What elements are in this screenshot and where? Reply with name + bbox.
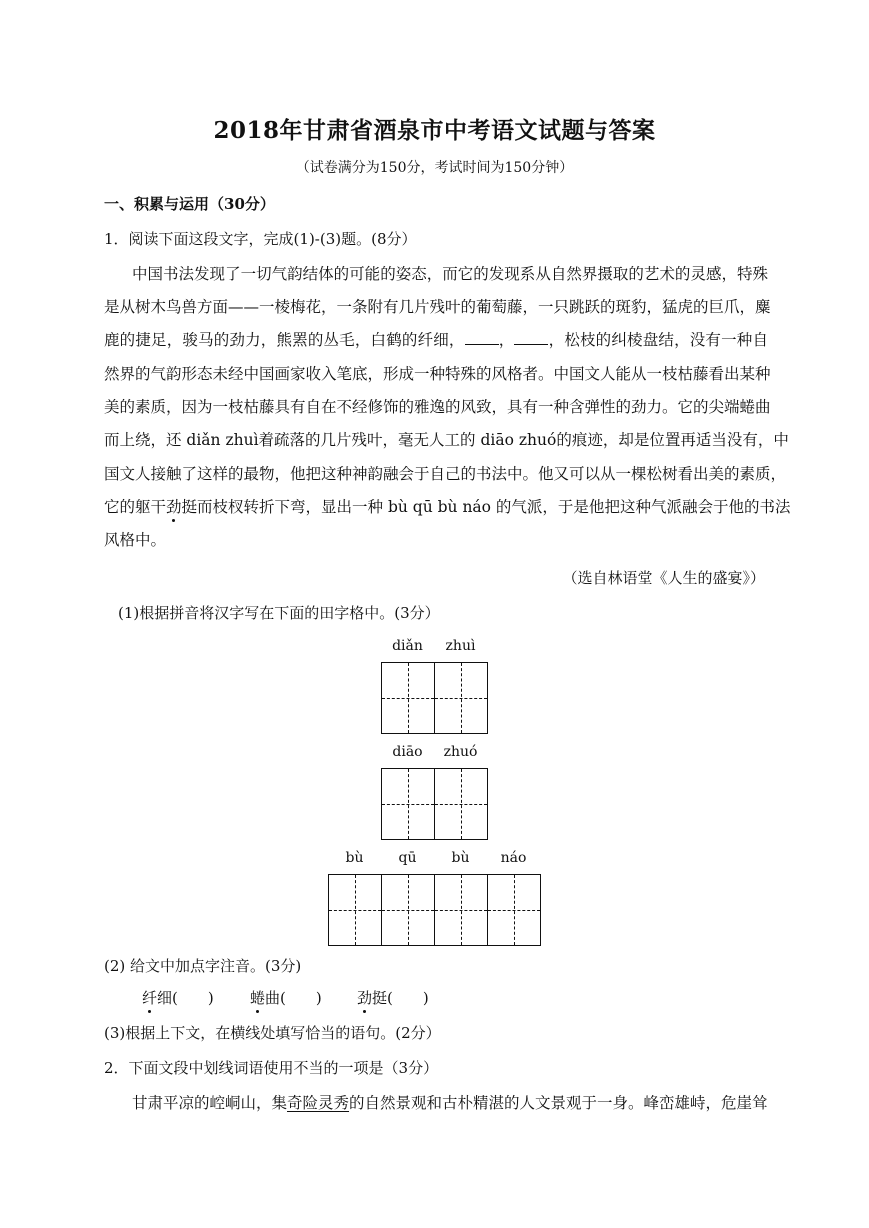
source-citation: （选自林语堂《人生的盛宴》）: [562, 569, 765, 587]
grid-cell[interactable]: [435, 663, 487, 733]
writing-grid[interactable]: [381, 768, 488, 840]
passage-line: [104, 328, 768, 350]
dotted-char: 劲: [166, 498, 182, 516]
pinyin-label: náo: [500, 850, 527, 866]
grid-cell[interactable]: [329, 875, 382, 945]
passage-text: 挺而枝杈转折下弯，显出一种 bù qū bù náo 的气派，于是他把这种气派融会于他的书法: [181, 498, 791, 516]
passage-line: [104, 495, 791, 517]
question-1: 1．阅读下面这段文字，完成(1)-(3)题。(8分）: [104, 230, 417, 248]
annotation-text: 细( ): [157, 989, 214, 1007]
annotation-text: 挺( ): [372, 989, 429, 1007]
fill-blank[interactable]: [465, 330, 499, 345]
passage-line: 然界的气韵形态未经中国画家收入笔底，形成一种特殊的风格者。中国文人能从一枝枯藤看出某种: [104, 365, 771, 383]
sub-question-3: (3)根据上下文，在横线处填写恰当的语句。(2分）: [104, 1024, 441, 1042]
pinyin-label: zhuó: [443, 744, 478, 760]
passage-text: 鹿的捷足，骏马的劲力，熊罴的丛毛，白鹤的纤细，: [104, 331, 465, 349]
exam-info: （试卷满分为150分，考试时间为150分钟）: [295, 160, 574, 176]
underlined-phrase: 奇险灵秀: [287, 1094, 350, 1112]
pinyin-label: bù: [451, 850, 470, 866]
writing-grid[interactable]: [328, 874, 541, 946]
dotted-char: 劲: [357, 989, 373, 1007]
passage-text: 甘肃平凉的崆峒山，集: [132, 1094, 288, 1112]
passage-line: 中国书法发现了一切气韵结体的可能的姿态，而它的发现系从自然界摄取的艺术的灵感，特殊: [132, 265, 768, 283]
passage-line: 是从树木鸟兽方面——一棱梅花，一条附有几片残叶的葡萄藤，一只跳跃的斑豹，猛虎的巨爪，麋: [104, 298, 771, 316]
annotation-item: [142, 987, 214, 1008]
grid-cell[interactable]: [435, 769, 487, 839]
section-heading: 一、积累与运用（30分）: [104, 195, 275, 213]
passage-line: 美的素质，因为一枝枯藤具有自在不经修饰的雅逸的风致，具有一种含弹性的劲力。它的尖端蜷曲: [104, 398, 771, 416]
dotted-char: 蜷: [250, 989, 266, 1007]
grid-cell[interactable]: [488, 875, 540, 945]
page-title: 2018年甘肃省酒泉市中考语文试题与答案: [213, 117, 656, 144]
pinyin-label: qū: [398, 850, 417, 866]
pinyin-label: diāo: [392, 744, 423, 760]
passage-text: ，松枝的纠棱盘结，没有一种自: [548, 331, 768, 349]
passage-line: 而上绕，还 diǎn zhuì着疏落的几片残叶，毫无人工的 diāo zhuó的痕迹，却是位置再适当没有，中: [104, 431, 789, 449]
grid-cell[interactable]: [382, 875, 435, 945]
passage-line: [132, 1091, 768, 1113]
dotted-char: 纤: [142, 989, 158, 1007]
annotation-item: [357, 987, 429, 1008]
pinyin-label: bù: [345, 850, 364, 866]
pinyin-label: zhuì: [445, 638, 476, 654]
passage-line: 风格中。: [104, 531, 167, 549]
sub-question-2: (2) 给文中加点字注音。(3分): [104, 957, 302, 975]
passage-text: ，: [498, 331, 515, 349]
sub-question-1: (1)根据拼音将汉字写在下面的田字格中。(3分）: [118, 604, 440, 622]
passage-text: 它的躯干: [104, 498, 167, 516]
annotation-text: 曲( ): [265, 989, 322, 1007]
question-2: 2．下面文段中划线词语使用不当的一项是（3分）: [104, 1059, 439, 1077]
fill-blank[interactable]: [514, 330, 548, 345]
writing-grid[interactable]: [381, 662, 488, 734]
grid-cell[interactable]: [382, 769, 435, 839]
grid-cell[interactable]: [435, 875, 488, 945]
passage-text: 的自然景观和古朴精湛的人文景观于一身。峰峦雄峙，危崖耸: [349, 1094, 768, 1112]
grid-cell[interactable]: [382, 663, 435, 733]
annotation-item: [250, 987, 322, 1008]
pinyin-label: diǎn: [392, 638, 423, 654]
passage-line: 国文人接触了这样的最物，他把这种神韵融会于自己的书法中。他又可以从一棵松树看出美的素质，: [104, 465, 787, 483]
